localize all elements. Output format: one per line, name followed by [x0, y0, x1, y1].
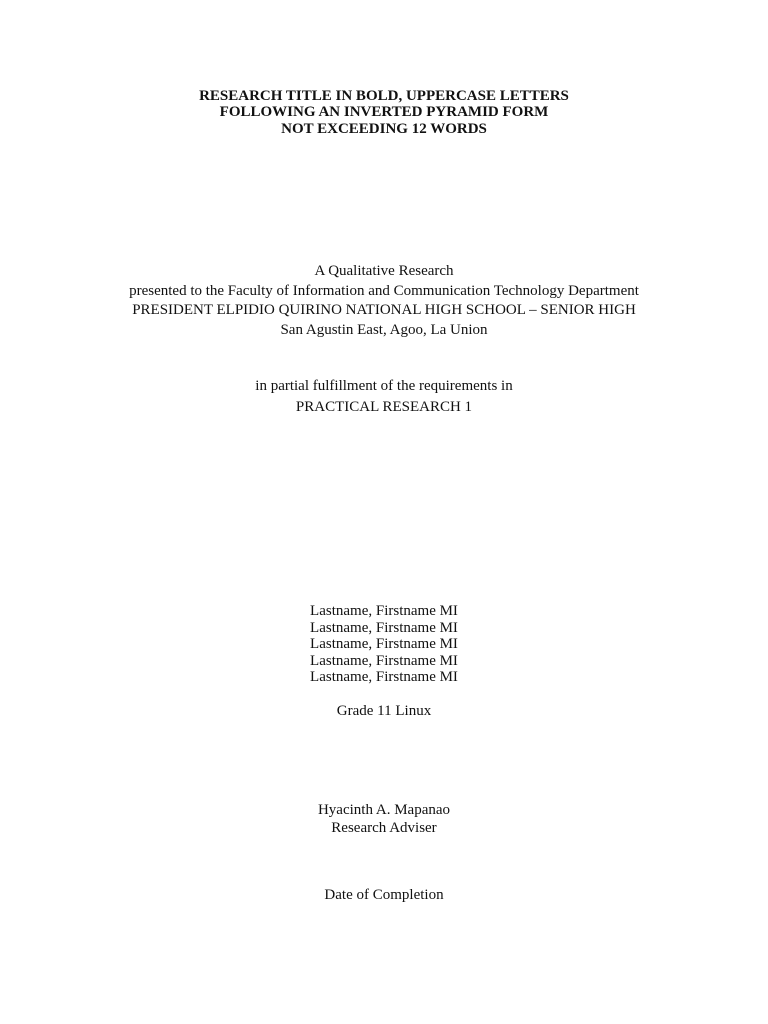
grade-section: Grade 11 Linux [336, 703, 432, 719]
school-name: PRESIDENT ELPIDIO QUIRINO NATIONAL HIGH SCHOOL – SENIOR HIGH [132, 302, 636, 318]
adviser-role: Research Adviser [331, 820, 437, 836]
research-type: A Qualitative Research [314, 263, 454, 279]
school-address: San Agustin East, Agoo, La Union [280, 322, 488, 338]
adviser-name: Hyacinth A. Mapanao [317, 802, 451, 818]
research-title-line-1: RESEARCH TITLE IN BOLD, UPPERCASE LETTERS [199, 88, 569, 104]
author-name: Lastname, Firstname MI [310, 636, 458, 652]
author-name: Lastname, Firstname MI [310, 653, 458, 669]
presented-to: presented to the Faculty of Information and Communication Technology Department [129, 283, 639, 299]
course-name: PRACTICAL RESEARCH 1 [295, 399, 473, 415]
research-title-line-3: NOT EXCEEDING 12 WORDS [281, 121, 487, 137]
author-name: Lastname, Firstname MI [310, 620, 458, 636]
date-of-completion: Date of Completion [324, 887, 444, 903]
research-title-line-2: FOLLOWING AN INVERTED PYRAMID FORM [219, 104, 549, 120]
author-name: Lastname, Firstname MI [310, 603, 458, 619]
fulfillment-text: in partial fulfillment of the requirements in [255, 378, 513, 394]
author-name: Lastname, Firstname MI [310, 669, 458, 685]
